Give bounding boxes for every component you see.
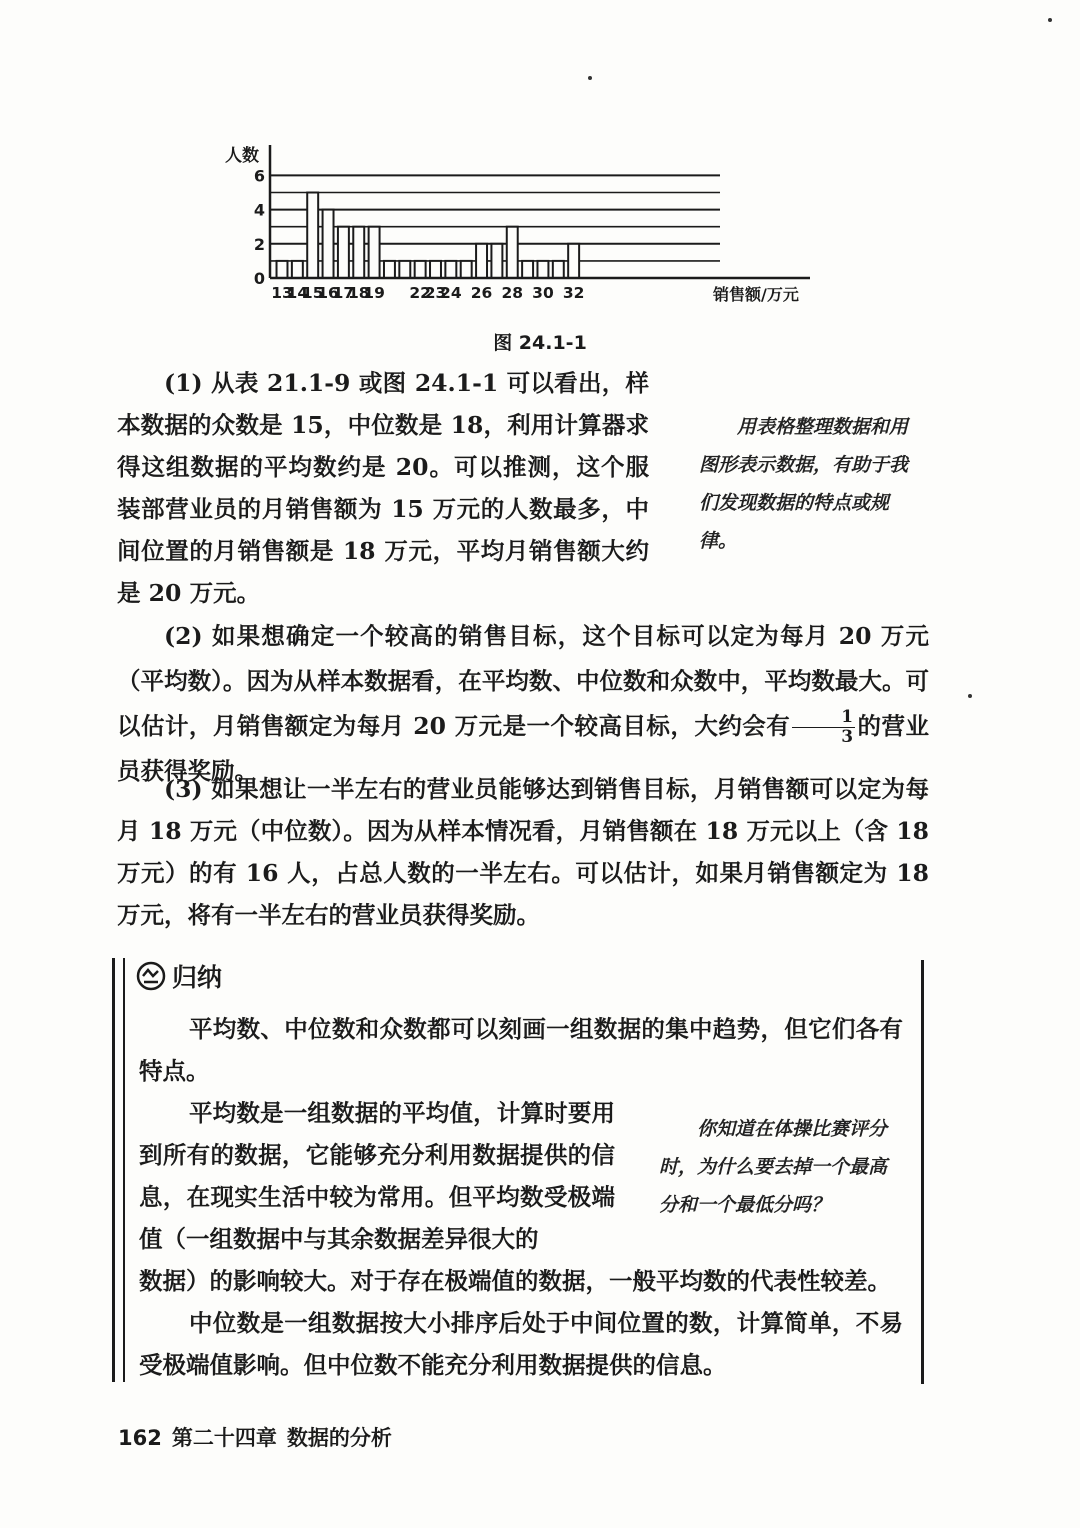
chapter-title: 数据的分析 — [286, 1426, 392, 1450]
bar-19 — [369, 227, 380, 278]
bar-25 — [461, 261, 472, 278]
chapter-number: 第二十四章 — [171, 1426, 277, 1450]
y-tick-labels — [254, 166, 265, 288]
y-axis-label: 人数 — [225, 146, 259, 166]
summary-paragraph-2-tail: 数据）的影响较大。对于存在极端值的数据，一般平均数的代表性较差。 — [139, 1267, 891, 1295]
summary-paragraph-2: 平均数是一组数据的平均值，计算时要用到所有的数据，它能够充分利用数据提供的信息，在现实生活中较为常用。但平均数受极端值（一组数据中与其余数据差异很大的 — [139, 1099, 615, 1253]
bar-21 — [399, 261, 410, 278]
summary-paragraph-3: 中位数是一组数据按大小排序后处于中间位置的数，计算简单，不易受极端值影响。但中位数不能充分利用数据提供的信息。 — [139, 1309, 903, 1379]
bar-22 — [415, 261, 426, 278]
summary-title: 归纳 — [172, 963, 223, 992]
x-tick-22: 22 — [409, 284, 431, 302]
x-tick-26: 26 — [470, 284, 493, 302]
x-tick-14: 14 — [286, 284, 309, 302]
x-tick-15: 15 — [301, 284, 324, 302]
fraction-one-third — [792, 708, 855, 747]
bar-31 — [553, 261, 564, 278]
histogram-chart — [215, 135, 825, 310]
x-tick-13: 13 — [271, 284, 293, 302]
bar-23 — [430, 261, 441, 278]
scan-speck — [968, 694, 972, 698]
bar-15 — [307, 193, 318, 279]
x-tick-16: 16 — [317, 284, 339, 302]
scan-speck — [1048, 18, 1052, 22]
fraction-denominator: 3 — [841, 727, 854, 747]
x-tick-32: 32 — [562, 284, 585, 302]
paragraph-3: (3) 如果想让一半左右的营业员能够达到销售目标，月销售额可以定为每月 18 万元（中位数）。因为从样本情况看，月销售额在 18 万元以上（含 18 万元）的有 16 人，占总人数的一半左右。可以估计，如果月销售额定为 18 万元，将有一半左右的营业员获得奖励。 — [117, 775, 929, 929]
x-tick-24: 24 — [440, 284, 462, 302]
x-tick-labels — [271, 284, 584, 302]
bar-13 — [277, 261, 288, 278]
summary-icon — [136, 961, 166, 991]
paragraph-2-tail: 的营业员获得奖励。 — [117, 712, 929, 785]
bar-24 — [445, 261, 456, 278]
summary-box-right-rule — [921, 960, 924, 1384]
margin-note-2: 你知道在体操比赛评分时，为什么要去掉一个最高分和一个最低分吗？ — [659, 1118, 888, 1216]
summary-header — [136, 958, 222, 994]
y-tick-6: 6 — [253, 166, 265, 186]
bar-32 — [568, 244, 579, 278]
bar-30 — [537, 261, 548, 278]
page-number: 162 — [118, 1426, 162, 1450]
chart-bars — [277, 193, 580, 279]
x-tick-28: 28 — [501, 284, 524, 302]
summary-box-left-rule — [112, 958, 125, 1382]
fraction-numerator: 1 — [792, 708, 855, 728]
bar-27 — [491, 244, 502, 278]
paragraph-2-text: (2) 如果想确定一个较高的销售目标，这个目标可以定为每月 20 万元（平均数）。因为从样本数据看，在平均数、中位数和众数中，平均数最大。可以估计，月销售额定为每月 20 万元是一个较高目标，大约会有 — [117, 622, 929, 740]
bar-16 — [323, 210, 334, 278]
bar-18 — [353, 227, 364, 278]
x-tick-19: 19 — [363, 284, 385, 302]
summary-paragraph-1: 平均数、中位数和众数都可以刻画一组数据的集中趋势，但它们各有特点。 — [139, 1015, 903, 1085]
figure-caption: 图 24.1-1 — [493, 332, 587, 354]
page-footer — [118, 1422, 402, 1452]
x-axis-label: 销售额/万元 — [713, 285, 799, 304]
x-tick-17: 17 — [332, 284, 355, 302]
x-tick-18: 18 — [347, 284, 370, 302]
paragraph-1: (1) 从表 21.1-9 或图 24.1-1 可以看出，样本数据的众数是 15，中位数是 18，利用计算器求得这组数据的平均数约是 20。可以推测，这个服装部营业员的月销售额为 15 万元的人数最多，中间位置的月销售额是 18 万元，平均月销售额大约是 20 万元。 — [117, 369, 649, 607]
y-tick-2: 2 — [253, 234, 265, 254]
x-tick-23: 23 — [424, 284, 447, 302]
y-tick-4: 4 — [253, 200, 265, 220]
bar-29 — [522, 261, 533, 278]
bar-14 — [292, 261, 303, 278]
paragraph-2 — [117, 614, 929, 794]
x-tick-30: 30 — [532, 284, 554, 302]
scan-speck — [588, 76, 592, 80]
bar-26 — [476, 244, 487, 278]
bar-20 — [384, 261, 395, 278]
bar-17 — [338, 227, 349, 278]
bar-28 — [507, 227, 518, 278]
margin-note-1: 用表格整理数据和用图形表示数据，有助于我们发现数据的特点或规律。 — [699, 416, 909, 552]
y-tick-0: 0 — [253, 269, 265, 288]
